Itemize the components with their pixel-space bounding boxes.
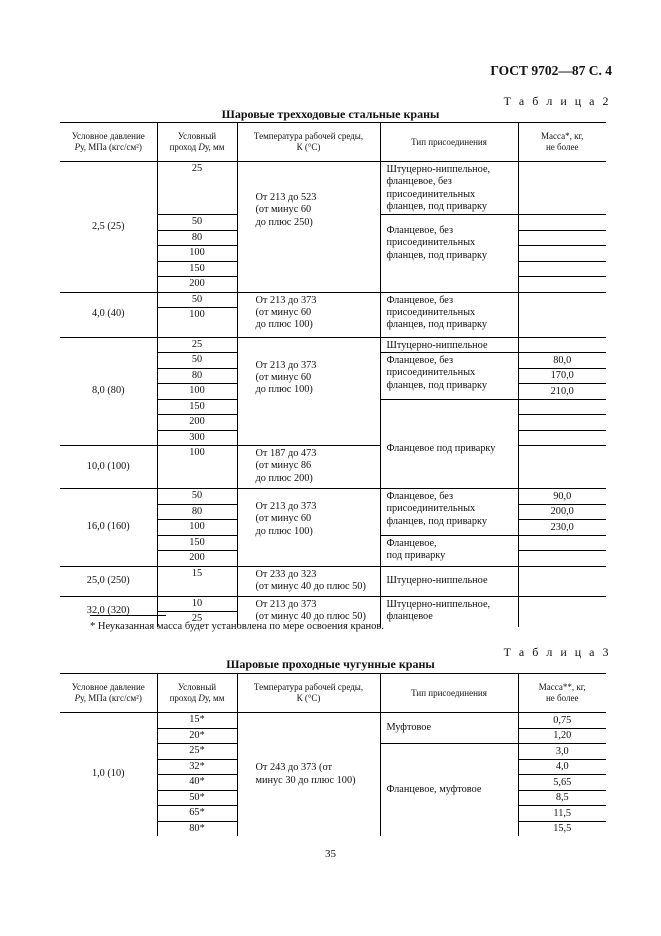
dn-cell: 150 — [157, 261, 237, 277]
mass-cell: 0,75 — [518, 713, 606, 729]
mass-cell: 200,0 — [518, 504, 606, 520]
table2-title: Шаровые трехходовые стальные краны — [221, 107, 440, 121]
mass-cell — [518, 535, 606, 551]
mass-cell: 5,65 — [518, 775, 606, 791]
mass-cell — [518, 415, 606, 431]
dn-cell: 25 — [157, 337, 237, 353]
dn-cell: 150 — [157, 399, 237, 415]
dn-cell: 40* — [157, 775, 237, 791]
type-cell: Фланцевое под приварку — [380, 399, 518, 489]
mass-cell — [518, 337, 606, 353]
mass-cell — [518, 399, 606, 415]
mass-cell — [518, 551, 606, 567]
temp-cell: От 213 до 523 (от минус 60 до плюс 250) — [237, 162, 380, 293]
dn-cell: 50 — [157, 292, 237, 308]
mass-cell: 3,0 — [518, 744, 606, 760]
dn-cell: 25 — [157, 162, 237, 215]
dn-cell: 100 — [157, 446, 237, 489]
temp-cell: От 213 до 373 (от минус 60 до плюс 100) — [237, 489, 380, 567]
temp-cell: От 213 до 373 (от минус 40 до плюс 50) — [237, 596, 380, 627]
dn-cell: 32* — [157, 759, 237, 775]
type-cell: Штуцерно-ниппельное — [380, 566, 518, 596]
pressure-cell: 10,0 (100) — [60, 446, 157, 489]
pressure-cell: 2,5 (25) — [60, 162, 157, 293]
dn-cell: 25* — [157, 744, 237, 760]
type-cell: Штуцерно-ниппельное, фланцевое, без присоединительных фланцев, под приварку — [380, 162, 518, 215]
dn-cell: 100 — [157, 308, 237, 337]
pressure-cell: 1,0 (10) — [60, 713, 157, 837]
pressure-cell: 25,0 (250) — [60, 566, 157, 596]
dn-cell: 80 — [157, 230, 237, 246]
mass-cell — [518, 261, 606, 277]
mass-cell — [518, 596, 606, 627]
mass-cell — [518, 215, 606, 231]
dn-cell: 25 — [157, 612, 237, 627]
mass-cell: 8,5 — [518, 790, 606, 806]
dn-cell: 50 — [157, 215, 237, 231]
type-cell: Фланцевое, без присоединительных фланцев, под приварку — [380, 215, 518, 293]
type-cell: Муфтовое — [380, 713, 518, 744]
pressure-cell: 16,0 (160) — [60, 489, 157, 567]
mass-cell — [518, 246, 606, 262]
type-cell: Фланцевое, муфтовое — [380, 744, 518, 837]
dn-cell: 100 — [157, 384, 237, 400]
header-dn: Условный проход Dу, мм — [157, 674, 237, 713]
dn-cell: 50 — [157, 353, 237, 369]
temp-cell: От 243 до 373 (от минус 30 до плюс 100) — [237, 713, 380, 837]
dn-cell: 15* — [157, 713, 237, 729]
type-cell: Фланцевое, под приварку — [380, 535, 518, 566]
header-temp: Температура рабочей среды, К (°С) — [237, 123, 380, 162]
mass-cell: 4,0 — [518, 759, 606, 775]
header-temp: Температура рабочей среды, К (°С) — [237, 674, 380, 713]
pressure-cell: 8,0 (80) — [60, 337, 157, 446]
mass-cell: 170,0 — [518, 368, 606, 384]
type-cell: Штуцерно-ниппельное, фланцевое — [380, 596, 518, 627]
header-type: Тип присоединения — [380, 674, 518, 713]
header-pressure: Условное давление Pу, МПа (кгс/см²) — [60, 674, 157, 713]
header-mass: Масса**, кг, не более — [518, 674, 606, 713]
dn-cell: 80 — [157, 368, 237, 384]
mass-cell: 11,5 — [518, 806, 606, 822]
document-header: ГОСТ 9702—87 С. 4 — [490, 63, 612, 78]
dn-cell: 10 — [157, 596, 237, 612]
temp-cell: От 233 до 323 (от минус 40 до плюс 50) — [237, 566, 380, 596]
mass-cell — [518, 277, 606, 293]
dn-cell: 200 — [157, 551, 237, 567]
header-mass: Масса*, кг, не более — [518, 123, 606, 162]
mass-cell: 15,5 — [518, 821, 606, 836]
dn-cell: 100 — [157, 520, 237, 536]
footnote: * Неуказанная масса будет установлена по мере освоения кранов. — [90, 621, 384, 632]
dn-cell: 80* — [157, 821, 237, 836]
type-cell: Фланцевое, без присоединительных фланцев, под приварку — [380, 353, 518, 400]
temp-cell: От 187 до 473 (от минус 86 до плюс 200) — [237, 446, 380, 489]
dn-cell: 20* — [157, 728, 237, 744]
type-cell: Фланцевое, без присоединительных фланцев, под приварку — [380, 489, 518, 536]
mass-cell — [518, 566, 606, 596]
dn-cell: 65* — [157, 806, 237, 822]
mass-cell: 80,0 — [518, 353, 606, 369]
table3 — [60, 673, 606, 836]
dn-cell: 80 — [157, 504, 237, 520]
mass-cell — [518, 230, 606, 246]
mass-cell — [518, 292, 606, 337]
dn-cell: 50* — [157, 790, 237, 806]
dn-cell: 150 — [157, 535, 237, 551]
mass-cell — [518, 162, 606, 215]
mass-cell — [518, 430, 606, 446]
dn-cell: 15 — [157, 566, 237, 596]
table3-title: Шаровые проходные чугунные краны — [226, 657, 435, 671]
header-type: Тип присоединения — [380, 123, 518, 162]
temp-cell: От 213 до 373 (от минус 60 до плюс 100) — [237, 292, 380, 337]
header-dn: Условный проход Dу, мм — [157, 123, 237, 162]
dn-cell: 300 — [157, 430, 237, 446]
header-pressure: Условное давление Pу, МПа (кгс/см²) — [60, 123, 157, 162]
table3-label: Т а б л и ц а 3 — [503, 645, 611, 659]
pressure-cell: 4,0 (40) — [60, 292, 157, 337]
mass-cell — [518, 446, 606, 489]
dn-cell: 100 — [157, 246, 237, 262]
dn-cell: 200 — [157, 277, 237, 293]
pressure-cell: 32,0 (320) — [60, 596, 157, 627]
table2 — [60, 122, 606, 627]
mass-cell: 90,0 — [518, 489, 606, 505]
table2-label: Т а б л и ц а 2 — [503, 94, 611, 108]
dn-cell: 50 — [157, 489, 237, 505]
type-cell: Фланцевое, без присоединительных фланцев, под приварку — [380, 292, 518, 337]
mass-cell: 230,0 — [518, 520, 606, 536]
type-cell: Штуцерно-ниппельное — [380, 337, 518, 353]
dn-cell: 200 — [157, 415, 237, 431]
page-number: 35 — [325, 848, 336, 860]
mass-cell: 1,20 — [518, 728, 606, 744]
temp-cell: От 213 до 373 (от минус 60 до плюс 100) — [237, 337, 380, 446]
footnote-divider — [90, 615, 166, 616]
mass-cell: 210,0 — [518, 384, 606, 400]
